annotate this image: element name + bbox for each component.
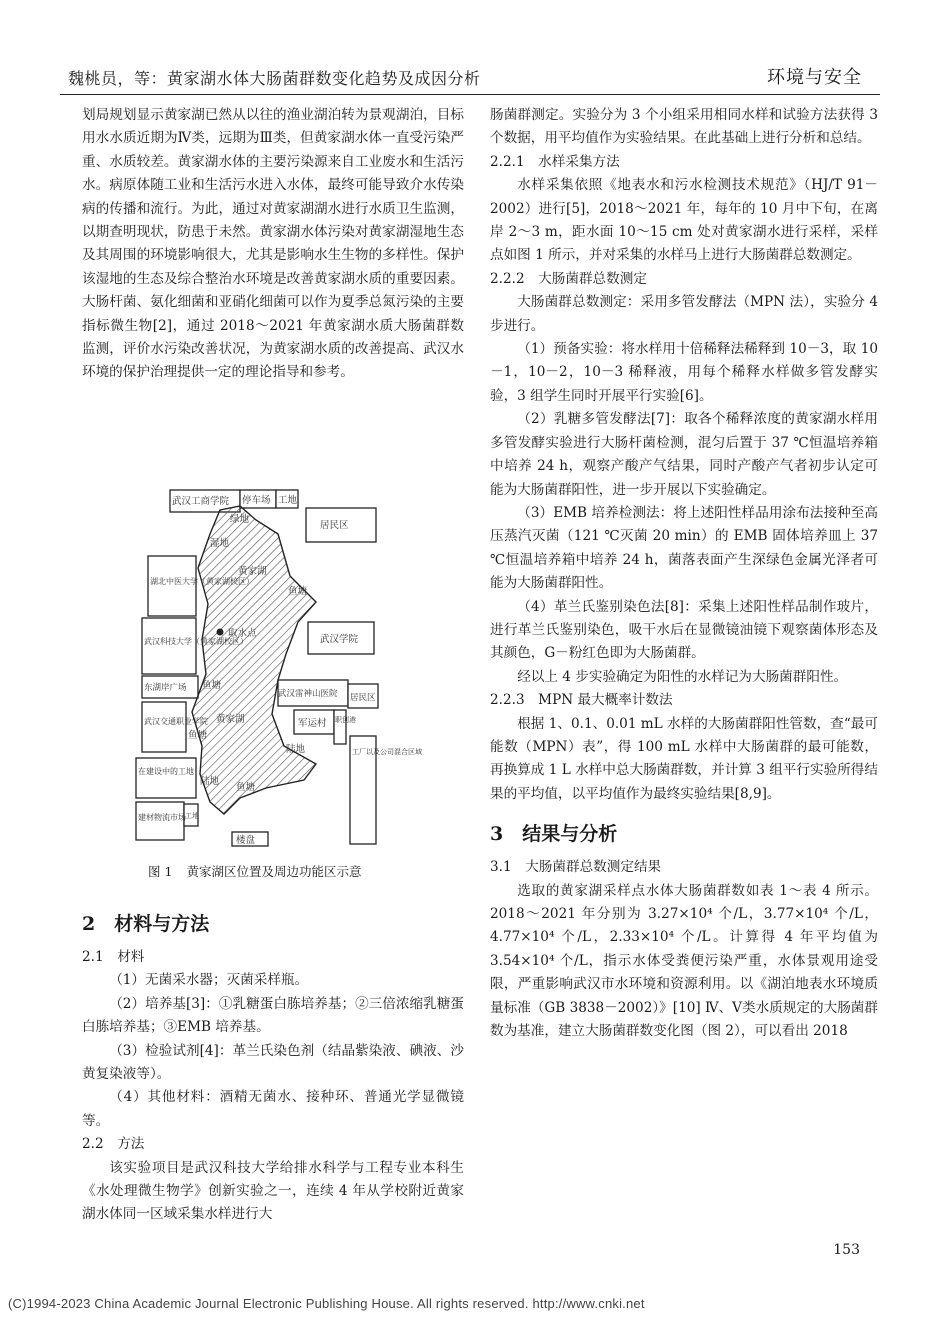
step-3: （3）EMB 培养检测法：将上述阳性样品用涂布法接种至高压蒸汽灭菌（121 ℃灭菌 20 min）的 EMB 固体培养皿上 37 ℃恒温培养箱中培养 24 h，菌落表面产生深绿色金属光泽者可能为大肠菌群阳性。 xyxy=(490,504,878,592)
section3-heading: 3 结果与分析 xyxy=(490,823,618,846)
label-wh-college: 武汉学院 xyxy=(320,634,359,645)
section221-heading: 2.2.1 水样采集方法 xyxy=(490,153,620,170)
label-hubei-tcm: 湖北中医大学（黄家湖校区） xyxy=(150,577,254,586)
intro-paragraph-block xyxy=(82,104,464,385)
section21-heading: 2.1 材料 xyxy=(82,949,145,965)
material-item-1: （1）无菌采水器；灭菌采样瓶。 xyxy=(109,972,309,989)
step-4: （4）革兰氏鉴别染色法[8]：采集上述阳性样品制作玻片，进行革兰氏鉴别染色，吸干水后在显微镜油镜下观察菌体形态及其颜色，G－粉红色即为大肠菌群。 xyxy=(490,598,878,662)
section31-heading: 3.1 大肠菌群总数测定结果 xyxy=(490,859,662,876)
label-xiaoxian: 职创港 xyxy=(335,716,356,724)
method-paragraph: 该实验项目是武汉科技大学给排水科学与工程专业本科生《水处理微生物学》创新实验之一，连续 4 年从学校附近黄家湖水体同一区域采集水样进行大 xyxy=(82,1159,464,1223)
label-business-school: 武汉工商学院 xyxy=(172,496,230,507)
page-number: 153 xyxy=(833,1242,860,1258)
right-column-block xyxy=(490,104,878,1043)
copyright-footer: (C)1994-2023 China Academic Journal Electronic Publishing House. All rights reserved. http://www.cnki.net xyxy=(8,1296,645,1311)
section223-heading: 2.2.3 MPN 最大概率计数法 xyxy=(490,692,673,709)
label-fish-pond1: 鱼塘 xyxy=(288,586,308,597)
section22-heading: 2.2 方法 xyxy=(82,1136,145,1153)
mpn-paragraph: 根据 1、0.1、0.01 mL 水样的大肠菌群阳性管数，查“最可能数（MPN）表”，得 100 mL 水样中大肠菌群的最可能数，再换算成 1 L 水样中总大肠菌群数，并计算 3 组平行实验所得结果的平均值，以平均值作为最终实验结果[8,9]。 xyxy=(490,715,878,802)
sampling-point-marker xyxy=(217,629,224,636)
coliform-intro: 大肠菌群总数测定：采用多管发酵法（MPN 法），实验分 4 步进行。 xyxy=(490,294,878,334)
block-hubei-tcm xyxy=(148,556,196,616)
label-lake-name: 黄家湖 xyxy=(238,566,267,577)
label-leishenshan: 武汉雷神山医院 xyxy=(278,689,338,699)
results-paragraph: 选取的黄家湖采样点水体大肠菌群数如表 1～表 4 所示。2018～2021 年分别为 3.27×10⁴ 个/L，3.77×10⁴ 个/L，4.77×10⁴ 个/L，2.33×10⁴ 个/L。计算得 4 年平均值为 3.54×10⁴ 个/L，指示水体受粪便污染严重，水体景观用途受限，严重影响武汉市水环境和资源利用。以《湖泊地表水环境质量标准（GB 3838－2002）》[10] Ⅳ、Ⅴ类水质规定的大肠菌群数为基准，建立大肠菌群数变化图（图 2），可以看出 2018 xyxy=(490,882,878,1040)
figure-number: 图 1 xyxy=(148,864,173,879)
intro-paragraph: 划局规划显示黄家湖已然从以往的渔业湖泊转为景观湖泊，目标用水水质近期为Ⅳ类，远期为Ⅲ类，但黄家湖水体一直受污染严重、水质较差。黄家湖水体的主要污染源来自工业废水和生活污水。病原体随工业和生活污水进入水体，最终可能导致介水传染病的传播和流行。为此，通过对黄家湖湖水进行水质卫生监测，以期查明现状，防患于未然。黄家湖水体污染对黄家湖湿地生态及其周围的环境影响很大，尤其是影响水生生物的多样性。保护该湿地的生态及综合整治水环境是改善黄家湖水质的重要因素。大肠杆菌、氨化细菌和亚硝化细菌可以作为夏季总氮污染的主要指标微生物[2]，通过 2018～2021 年黄家湖水质大肠菌群数监测，评价水污染改善状况，为黄家湖水质的改善提高、武汉水环境的保护治理提供一定的理论指导和参考。 xyxy=(82,107,464,381)
step-2: （2）乳糖多管发酵法[7]：取各个稀释浓度的黄家湖水样用多管发酵实验进行大肠杆菌检测，混匀后置于 37 ℃恒温培养箱中培养 24 h，观察产酸产气结果，同时产酸产气者初步认定可能为大肠菌群阳性，进一步开展以下实验确定。 xyxy=(490,411,878,498)
label-wetland: 湿地 xyxy=(210,538,230,549)
steps-conclusion: 经以上 4 步实验确定为阳性的水样记为大肠菌群阳性。 xyxy=(517,668,848,685)
label-sampling: 取水点 xyxy=(228,628,257,639)
label-wh-traffic: 武汉交通职业学院 xyxy=(144,717,208,726)
label-east-plaza: 东湖岸广场 xyxy=(144,683,187,693)
figure-caption xyxy=(148,862,375,880)
label-construction: 在建设中的工地 xyxy=(138,767,194,776)
label-parking: 停车场 xyxy=(242,495,271,506)
label-wust: 武汉科技大学（黄家湖校区） xyxy=(144,637,248,646)
label-land1: 陆地 xyxy=(286,744,306,755)
label-factory1: 工地 xyxy=(278,495,298,506)
block-wust xyxy=(142,618,196,674)
sampling-paragraph: 水样采集依照《地表水和污水检测技术规范》（HJ/T 91－2002）进行[5]，2018～2021 年，每年的 10 月中下旬，在离岸 2～3 m，距水面 10～15 cm 处对黄家湖水进行采样，采样点如图 1 所示，并对采集的水样马上进行大肠菌群总数测定。 xyxy=(490,177,878,264)
figure-caption-text: 黄家湖区位置及周边功能区示意 xyxy=(186,864,362,879)
material-item-3: （3）检验试剂[4]：革兰氏染色剂（结晶紫染液、碘液、沙黄复染液等）。 xyxy=(82,1042,464,1083)
label-residential2: 居民区 xyxy=(350,693,376,703)
method-continuation: 肠菌群测定。实验分为 3 个小组采用相同水样和试验方法获得 3 个数据，用平均值作为实验结果。在此基础上进行分析和总结。 xyxy=(490,107,878,147)
label-building-market: 建材物流市场 xyxy=(138,813,186,822)
block-wh-traffic xyxy=(142,702,186,752)
journal-name: 环境与安全 xyxy=(767,67,862,88)
lake-body xyxy=(192,506,316,814)
label-factory2: 工地 xyxy=(185,812,199,820)
label-land3: 楼盘 xyxy=(236,835,256,846)
running-header-title: 魏桃员，等：黄家湖水体大肠菌群数变化趋势及成因分析 xyxy=(68,69,481,88)
material-item-4: （4）其他材料：酒精无菌水、接种环、普通光学显微镜等。 xyxy=(82,1089,464,1129)
label-factory-area: 工厂以及公司混合区域 xyxy=(352,748,422,756)
label-residential1: 居民区 xyxy=(320,520,349,531)
header-rule xyxy=(60,94,880,95)
lake-map-svg xyxy=(128,484,422,848)
material-item-2: （2）培养基[3]：①乳糖蛋白胨培养基；②三倍浓缩乳糖蛋白胨培养基；③EMB 培养基。 xyxy=(82,995,464,1036)
label-fish-pond2: 鱼塘 xyxy=(202,680,222,691)
label-greenland: 绿地 xyxy=(230,514,250,525)
block-construction xyxy=(136,758,196,798)
lake-map-figure xyxy=(128,484,422,848)
step-1: （1）预备实验：将水样用十倍稀释法稀释到 10－3，取 10－1，10－2，10－3 稀释液，用每个稀释水样做多管发酵实验，3 组学生同时开展平行实验[6]。 xyxy=(490,341,878,404)
label-military: 军运村 xyxy=(298,718,327,729)
label-fish-pond3: 鱼塘 xyxy=(188,730,208,741)
label-land2: 陆地 xyxy=(200,776,220,787)
label-fish-pond4: 鱼塘 xyxy=(236,782,256,793)
section2-heading: 2 材料与方法 xyxy=(82,913,210,935)
section222-heading: 2.2.2 大肠菌群总数测定 xyxy=(490,270,647,287)
section2-block xyxy=(82,910,464,1227)
label-lake-name2: 黄家湖 xyxy=(216,714,245,725)
